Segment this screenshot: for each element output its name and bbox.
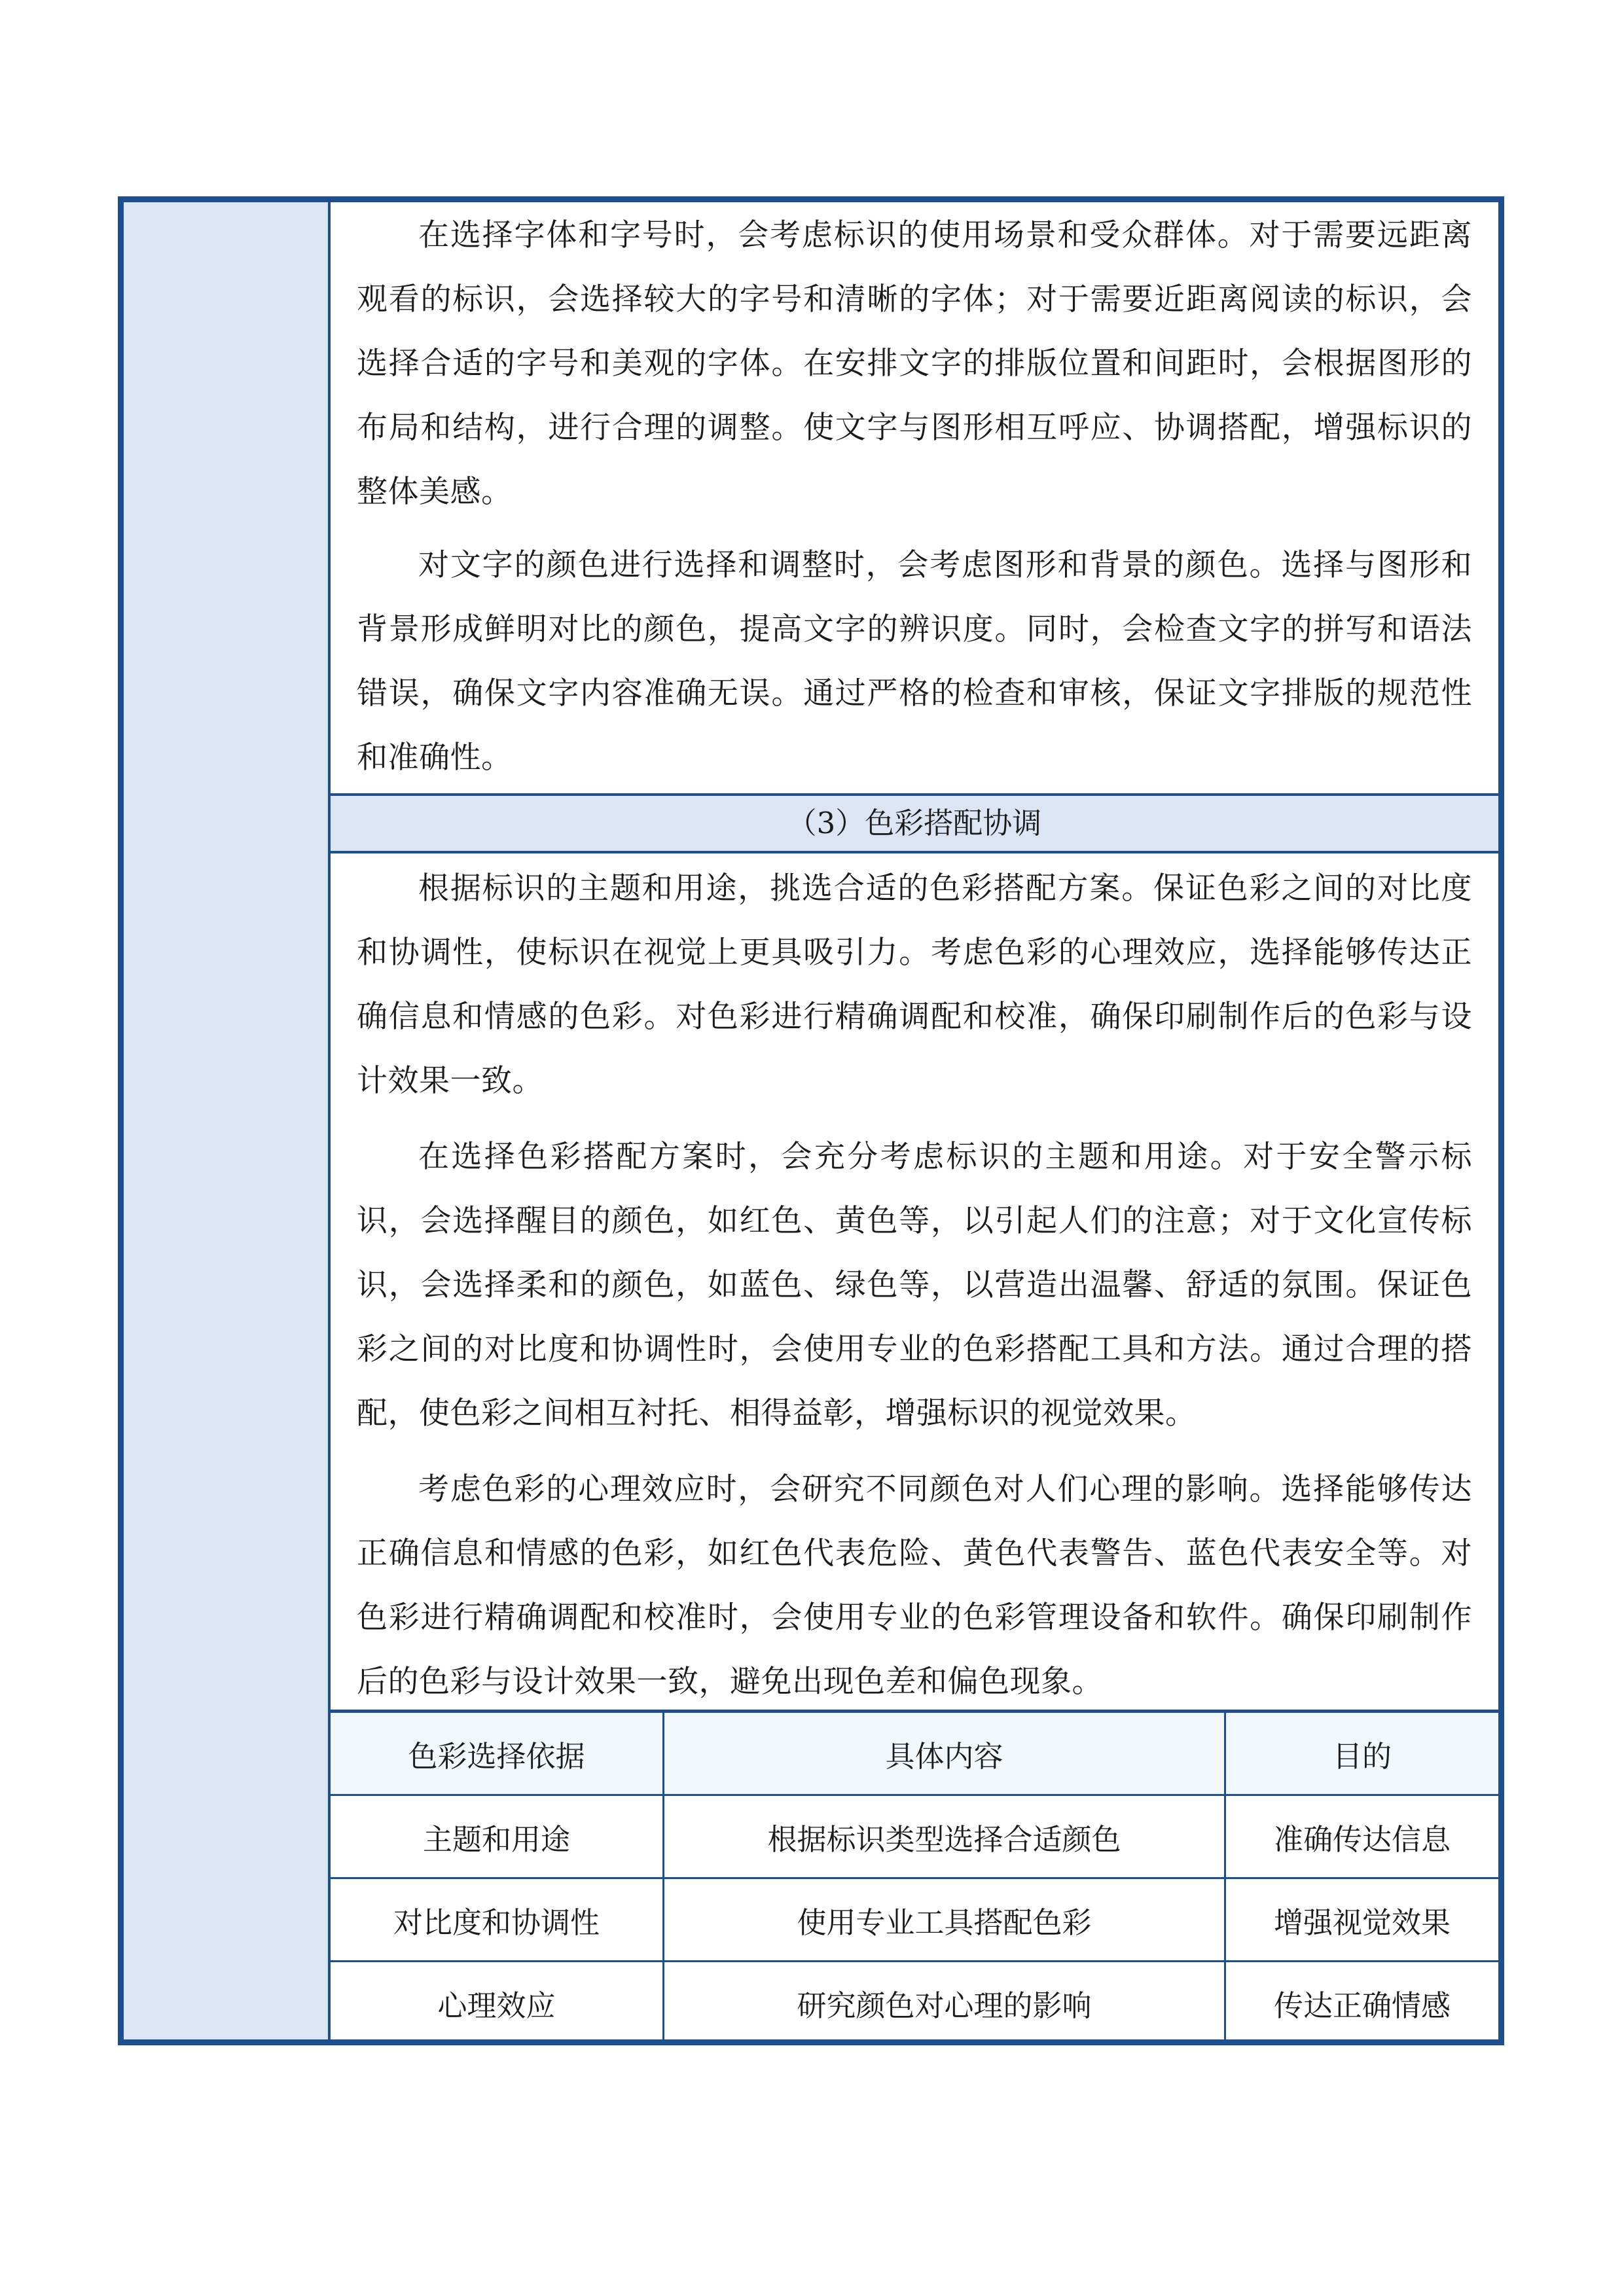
text-block-typography — [331, 202, 1498, 786]
table-cell: 主题和用途 — [331, 1795, 664, 1878]
paragraph: 根据标识的主题和用途，挑选合适的色彩搭配方案。保证色彩之间的对比度和协调性，使标识在视觉上更具吸引力。考虑色彩的心理效应，选择能够传达正确信息和情感的色彩。对色彩进行精确调配和校准，确保印刷制作后的色彩与设计效果一致。 — [357, 870, 1472, 1099]
table-row — [331, 1962, 1498, 2044]
table-cell: 传达正确情感 — [1225, 1962, 1499, 2044]
table-row — [331, 1795, 1498, 1878]
table-cell: 增强视觉效果 — [1225, 1878, 1499, 1962]
paragraph: 考虑色彩的心理效应时，会研究不同颜色对人们心理的影响。选择能够传达正确信息和情感的色彩，如红色代表危险、黄色代表警告、蓝色代表安全等。对色彩进行精确调配和校准时，会使用专业的色彩管理设备和软件。确保印刷制作后的色彩与设计效果一致，避免出现色差和偏色现象。 — [357, 1471, 1472, 1700]
paragraph: 在选择色彩搭配方案时，会充分考虑标识的主题和用途。对于安全警示标识，会选择醒目的颜色，如红色、黄色等，以引起人们的注意；对于文化宣传标识，会选择柔和的颜色，如蓝色、绿色等，以营造出温馨、舒适的氛围。保证色彩之间的对比度和协调性时，会使用专业的色彩搭配工具和方法。通过合理的搭配，使色彩之间相互衬托、相得益彰，增强标识的视觉效果。 — [357, 1139, 1472, 1431]
table-cell: 对比度和协调性 — [331, 1878, 664, 1962]
table-row — [331, 1878, 1498, 1962]
left-label-column — [124, 202, 331, 2039]
table-cell: 研究颜色对心理的影响 — [664, 1962, 1225, 2044]
table-cell: 根据标识类型选择合适颜色 — [664, 1795, 1225, 1878]
color-basis-table — [331, 1710, 1498, 2039]
right-content-column — [331, 202, 1498, 2039]
text-block-color — [331, 857, 1498, 1711]
table-header-purpose: 目的 — [1225, 1713, 1499, 1795]
table-header-basis: 色彩选择依据 — [331, 1713, 664, 1795]
table-cell: 使用专业工具搭配色彩 — [664, 1878, 1225, 1962]
section-title: （3）色彩搭配协调 — [331, 793, 1498, 853]
paragraph: 在选择字体和字号时，会考虑标识的使用场景和受众群体。对于需要远距离观看的标识，会选择较大的字号和清晰的字体；对于需要近距离阅读的标识，会选择合适的字号和美观的字体。在安排文字的排版位置和间距时，会根据图形的布局和结构，进行合理的调整。使文字与图形相互呼应、协调搭配，增强标识的整体美感。 — [357, 217, 1472, 510]
table-header-row — [331, 1713, 1498, 1795]
content-frame — [118, 196, 1504, 2045]
table-cell: 心理效应 — [331, 1962, 664, 2044]
table-header-content: 具体内容 — [664, 1713, 1225, 1795]
table-cell: 准确传达信息 — [1225, 1795, 1499, 1878]
paragraph: 对文字的颜色进行选择和调整时，会考虑图形和背景的颜色。选择与图形和背景形成鲜明对比的颜色，提高文字的辨识度。同时，会检查文字的拼写和语法错误，确保文字内容准确无误。通过严格的检查和审核，保证文字排版的规范性和准确性。 — [357, 547, 1472, 776]
